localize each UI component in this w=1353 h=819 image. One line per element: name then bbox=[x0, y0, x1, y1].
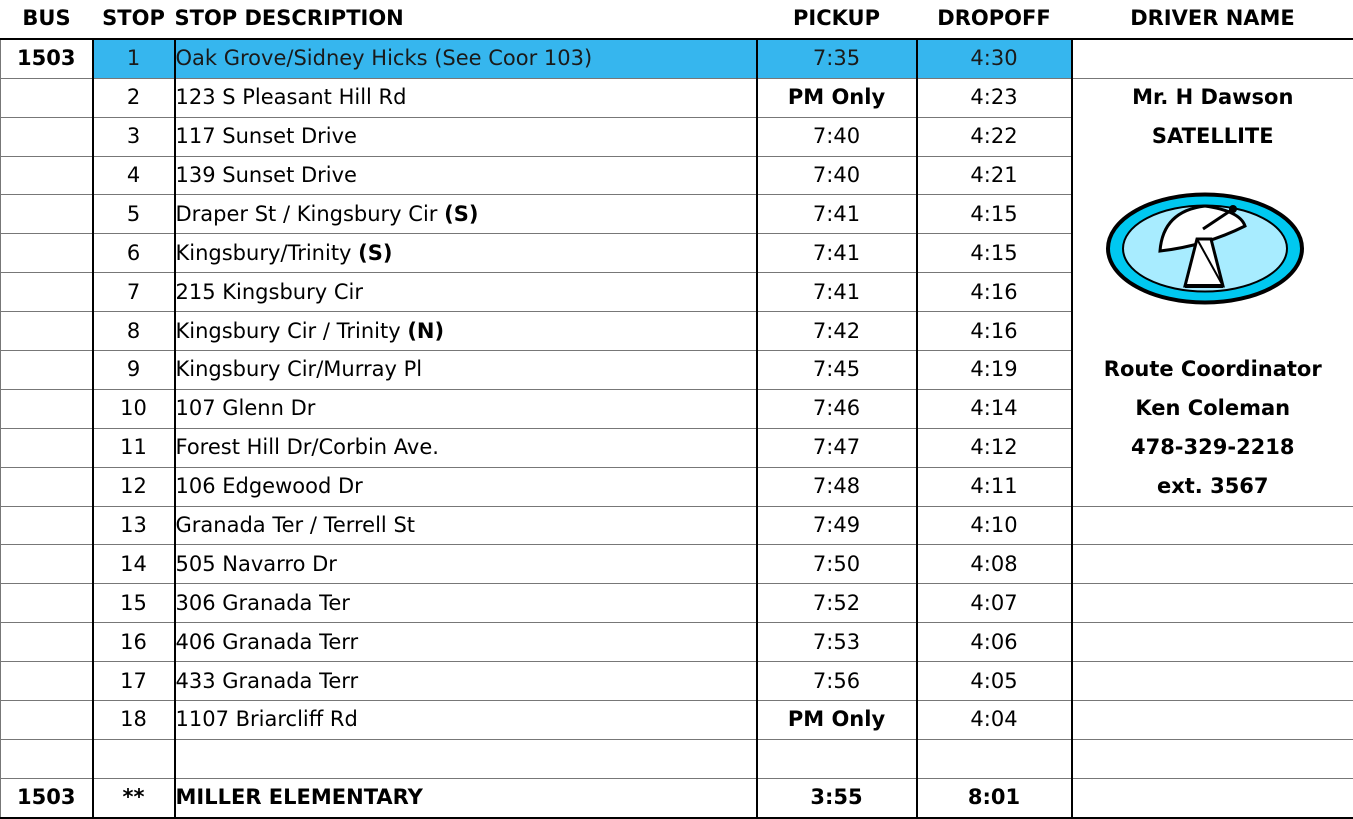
dropoff-time-cell: 4:22 bbox=[917, 117, 1072, 156]
stop-description-text: 406 Granada Terr bbox=[176, 630, 359, 654]
pickup-time-cell: 7:35 bbox=[757, 39, 917, 78]
stop-number-cell: 12 bbox=[93, 467, 175, 506]
pickup-time-cell: 7:49 bbox=[757, 506, 917, 545]
stop-description-cell bbox=[175, 428, 757, 467]
stop-description-text: 1107 Briarcliff Rd bbox=[176, 707, 358, 731]
stop-number-cell: 7 bbox=[93, 273, 175, 312]
stop-number-cell: 13 bbox=[93, 506, 175, 545]
pickup-time-cell: 7:56 bbox=[757, 662, 917, 701]
stop-description-cell bbox=[175, 545, 757, 584]
bus-cell bbox=[1, 234, 93, 273]
dropoff-time-cell: 4:15 bbox=[917, 234, 1072, 273]
pickup-time-cell: 7:40 bbox=[757, 156, 917, 195]
bus-cell: 1503 bbox=[1, 778, 93, 817]
direction-marker: (S) bbox=[358, 241, 392, 265]
stop-number-cell: 16 bbox=[93, 623, 175, 662]
header-driver-name: DRIVER NAME bbox=[1072, 0, 1353, 39]
pickup-time-cell: 7:46 bbox=[757, 389, 917, 428]
bus-cell bbox=[1, 273, 93, 312]
bus-cell bbox=[1, 467, 93, 506]
stop-number-cell: 1 bbox=[93, 39, 175, 78]
driver-info-cell bbox=[1072, 584, 1353, 623]
driver-info-cell bbox=[1072, 623, 1353, 662]
dropoff-time-cell: 4:15 bbox=[917, 195, 1072, 234]
pickup-time-cell: 7:42 bbox=[757, 312, 917, 351]
stop-description-cell bbox=[175, 78, 757, 117]
driver-info-cell bbox=[1072, 662, 1353, 701]
driver-info-cell: Mr. H Dawson bbox=[1072, 78, 1353, 117]
table-row bbox=[1, 623, 1353, 662]
stop-number-cell: 17 bbox=[93, 662, 175, 701]
bus-cell bbox=[1, 623, 93, 662]
stop-description-text: Draper St / Kingsbury Cir bbox=[176, 202, 438, 226]
pickup-time-cell: 7:47 bbox=[757, 428, 917, 467]
stop-description-cell bbox=[175, 584, 757, 623]
dropoff-time-cell: 4:30 bbox=[917, 39, 1072, 78]
dropoff-time-cell: 4:08 bbox=[917, 545, 1072, 584]
table-row bbox=[1, 467, 1353, 506]
stop-description-text: Kingsbury/Trinity bbox=[176, 241, 352, 265]
dropoff-time-cell: 4:10 bbox=[917, 506, 1072, 545]
driver-info-cell bbox=[1072, 701, 1353, 740]
table-row bbox=[1, 351, 1353, 390]
header-stop: STOP bbox=[93, 0, 175, 39]
stop-description-text: Kingsbury Cir / Trinity bbox=[176, 319, 401, 343]
stop-description-text: Oak Grove/Sidney Hicks (See Coor 103) bbox=[176, 46, 593, 70]
driver-info-cell bbox=[1072, 506, 1353, 545]
stop-description-cell bbox=[175, 351, 757, 390]
satellite-dish-icon bbox=[1105, 191, 1305, 306]
dropoff-time-cell: 4:16 bbox=[917, 273, 1072, 312]
stop-description-cell bbox=[175, 156, 757, 195]
stop-description-cell bbox=[175, 234, 757, 273]
bus-cell: 1503 bbox=[1, 39, 93, 78]
bus-cell bbox=[1, 545, 93, 584]
stop-description-cell bbox=[175, 467, 757, 506]
dropoff-time-cell: 4:14 bbox=[917, 389, 1072, 428]
pickup-time-cell: 7:41 bbox=[757, 273, 917, 312]
driver-info-cell bbox=[1072, 39, 1353, 78]
stop-description-cell bbox=[175, 273, 757, 312]
table-row bbox=[1, 156, 1353, 195]
table-row bbox=[1, 701, 1353, 740]
dropoff-time-cell: 4:04 bbox=[917, 701, 1072, 740]
driver-info-cell: 478-329-2218 bbox=[1072, 428, 1353, 467]
bus-cell bbox=[1, 428, 93, 467]
stop-description-text: 139 Sunset Drive bbox=[176, 163, 357, 187]
bus-cell bbox=[1, 351, 93, 390]
pickup-time-cell: 7:40 bbox=[757, 117, 917, 156]
stop-number-cell: 15 bbox=[93, 584, 175, 623]
table-row bbox=[1, 312, 1353, 351]
stop-number-cell: 4 bbox=[93, 156, 175, 195]
table-row bbox=[1, 584, 1353, 623]
stop-description-cell bbox=[175, 312, 757, 351]
table-row bbox=[1, 389, 1353, 428]
stop-number-cell: 18 bbox=[93, 701, 175, 740]
stop-number-cell: ** bbox=[93, 778, 175, 817]
driver-info-cell: ext. 3567 bbox=[1072, 467, 1353, 506]
stop-description-text: 433 Granada Terr bbox=[176, 669, 359, 693]
stop-description-text: Granada Ter / Terrell St bbox=[176, 513, 416, 537]
stop-description-text: 306 Granada Ter bbox=[176, 591, 350, 615]
stop-description-cell bbox=[175, 389, 757, 428]
header-stop-description: STOP DESCRIPTION bbox=[175, 0, 757, 39]
table-row bbox=[1, 78, 1353, 117]
stop-description-cell bbox=[175, 195, 757, 234]
table-row bbox=[1, 428, 1353, 467]
dropoff-time-cell: 4:16 bbox=[917, 312, 1072, 351]
header-bus: BUS bbox=[1, 0, 93, 39]
dropoff-time-cell: 4:19 bbox=[917, 351, 1072, 390]
bus-cell bbox=[1, 78, 93, 117]
dropoff-time-cell: 4:12 bbox=[917, 428, 1072, 467]
stop-number-cell: 3 bbox=[93, 117, 175, 156]
stop-number-cell: 10 bbox=[93, 389, 175, 428]
table-row bbox=[1, 662, 1353, 701]
driver-info-cell bbox=[1072, 312, 1353, 351]
driver-info-cell: SATELLITE bbox=[1072, 117, 1353, 156]
stop-number-cell: 8 bbox=[93, 312, 175, 351]
stop-description-text: 117 Sunset Drive bbox=[176, 124, 357, 148]
table-row bbox=[1, 39, 1353, 78]
stop-number-cell: 9 bbox=[93, 351, 175, 390]
pickup-time-cell: 7:41 bbox=[757, 195, 917, 234]
pickup-time-cell: 7:53 bbox=[757, 623, 917, 662]
stop-description-text: MILLER ELEMENTARY bbox=[176, 785, 423, 809]
bus-cell bbox=[1, 312, 93, 351]
bus-cell bbox=[1, 506, 93, 545]
stop-description-text: 505 Navarro Dr bbox=[176, 552, 337, 576]
stop-description-cell bbox=[175, 662, 757, 701]
driver-info-cell bbox=[1072, 156, 1353, 195]
stop-number-cell: 5 bbox=[93, 195, 175, 234]
header-pickup: PICKUP bbox=[757, 0, 917, 39]
pickup-time-cell: PM Only bbox=[757, 701, 917, 740]
dropoff-time-cell bbox=[917, 739, 1072, 778]
bus-cell bbox=[1, 389, 93, 428]
pickup-time-cell: 7:48 bbox=[757, 467, 917, 506]
bus-cell bbox=[1, 195, 93, 234]
pickup-time-cell: 7:50 bbox=[757, 545, 917, 584]
pickup-time-cell: 7:52 bbox=[757, 584, 917, 623]
dropoff-time-cell: 4:23 bbox=[917, 78, 1072, 117]
stop-description-text: 215 Kingsbury Cir bbox=[176, 280, 363, 304]
stop-description-cell bbox=[175, 701, 757, 740]
stop-number-cell: 11 bbox=[93, 428, 175, 467]
stop-description-cell bbox=[175, 739, 757, 778]
stop-description-cell bbox=[175, 778, 757, 817]
bus-cell bbox=[1, 117, 93, 156]
direction-marker: (S) bbox=[444, 202, 478, 226]
stop-number-cell: 6 bbox=[93, 234, 175, 273]
bus-cell bbox=[1, 739, 93, 778]
stop-description-text: 106 Edgewood Dr bbox=[176, 474, 363, 498]
driver-info-cell bbox=[1072, 545, 1353, 584]
table-row bbox=[1, 506, 1353, 545]
stop-description-cell bbox=[175, 623, 757, 662]
stop-number-cell bbox=[93, 739, 175, 778]
bus-cell bbox=[1, 156, 93, 195]
stop-description-text: 107 Glenn Dr bbox=[176, 396, 316, 420]
stop-description-cell bbox=[175, 39, 757, 78]
header-dropoff: DROPOFF bbox=[917, 0, 1072, 39]
stop-description-text: 123 S Pleasant Hill Rd bbox=[176, 85, 407, 109]
dropoff-time-cell: 4:06 bbox=[917, 623, 1072, 662]
table-row bbox=[1, 778, 1353, 817]
driver-info-cell bbox=[1072, 778, 1353, 817]
dropoff-time-cell: 4:07 bbox=[917, 584, 1072, 623]
driver-info-cell: Ken Coleman bbox=[1072, 389, 1353, 428]
driver-info-cell: Route Coordinator bbox=[1072, 351, 1353, 390]
stop-number-cell: 14 bbox=[93, 545, 175, 584]
dropoff-time-cell: 4:21 bbox=[917, 156, 1072, 195]
stop-number-cell: 2 bbox=[93, 78, 175, 117]
stop-description-cell bbox=[175, 506, 757, 545]
dropoff-time-cell: 4:05 bbox=[917, 662, 1072, 701]
bus-cell bbox=[1, 662, 93, 701]
direction-marker: (N) bbox=[407, 319, 444, 343]
table-row bbox=[1, 117, 1353, 156]
pickup-time-cell: 7:41 bbox=[757, 234, 917, 273]
pickup-time-cell: PM Only bbox=[757, 78, 917, 117]
bus-cell bbox=[1, 701, 93, 740]
pickup-time-cell bbox=[757, 739, 917, 778]
pickup-time-cell: 7:45 bbox=[757, 351, 917, 390]
pickup-time-cell: 3:55 bbox=[757, 778, 917, 817]
driver-info-cell bbox=[1072, 739, 1353, 778]
table-row bbox=[1, 739, 1353, 778]
stop-description-cell bbox=[175, 117, 757, 156]
header-row bbox=[1, 0, 1353, 39]
dropoff-time-cell: 4:11 bbox=[917, 467, 1072, 506]
stop-description-text: Kingsbury Cir/Murray Pl bbox=[176, 357, 423, 381]
bus-cell bbox=[1, 584, 93, 623]
stop-description-text: Forest Hill Dr/Corbin Ave. bbox=[176, 435, 439, 459]
table-row bbox=[1, 545, 1353, 584]
dropoff-time-cell: 8:01 bbox=[917, 778, 1072, 817]
